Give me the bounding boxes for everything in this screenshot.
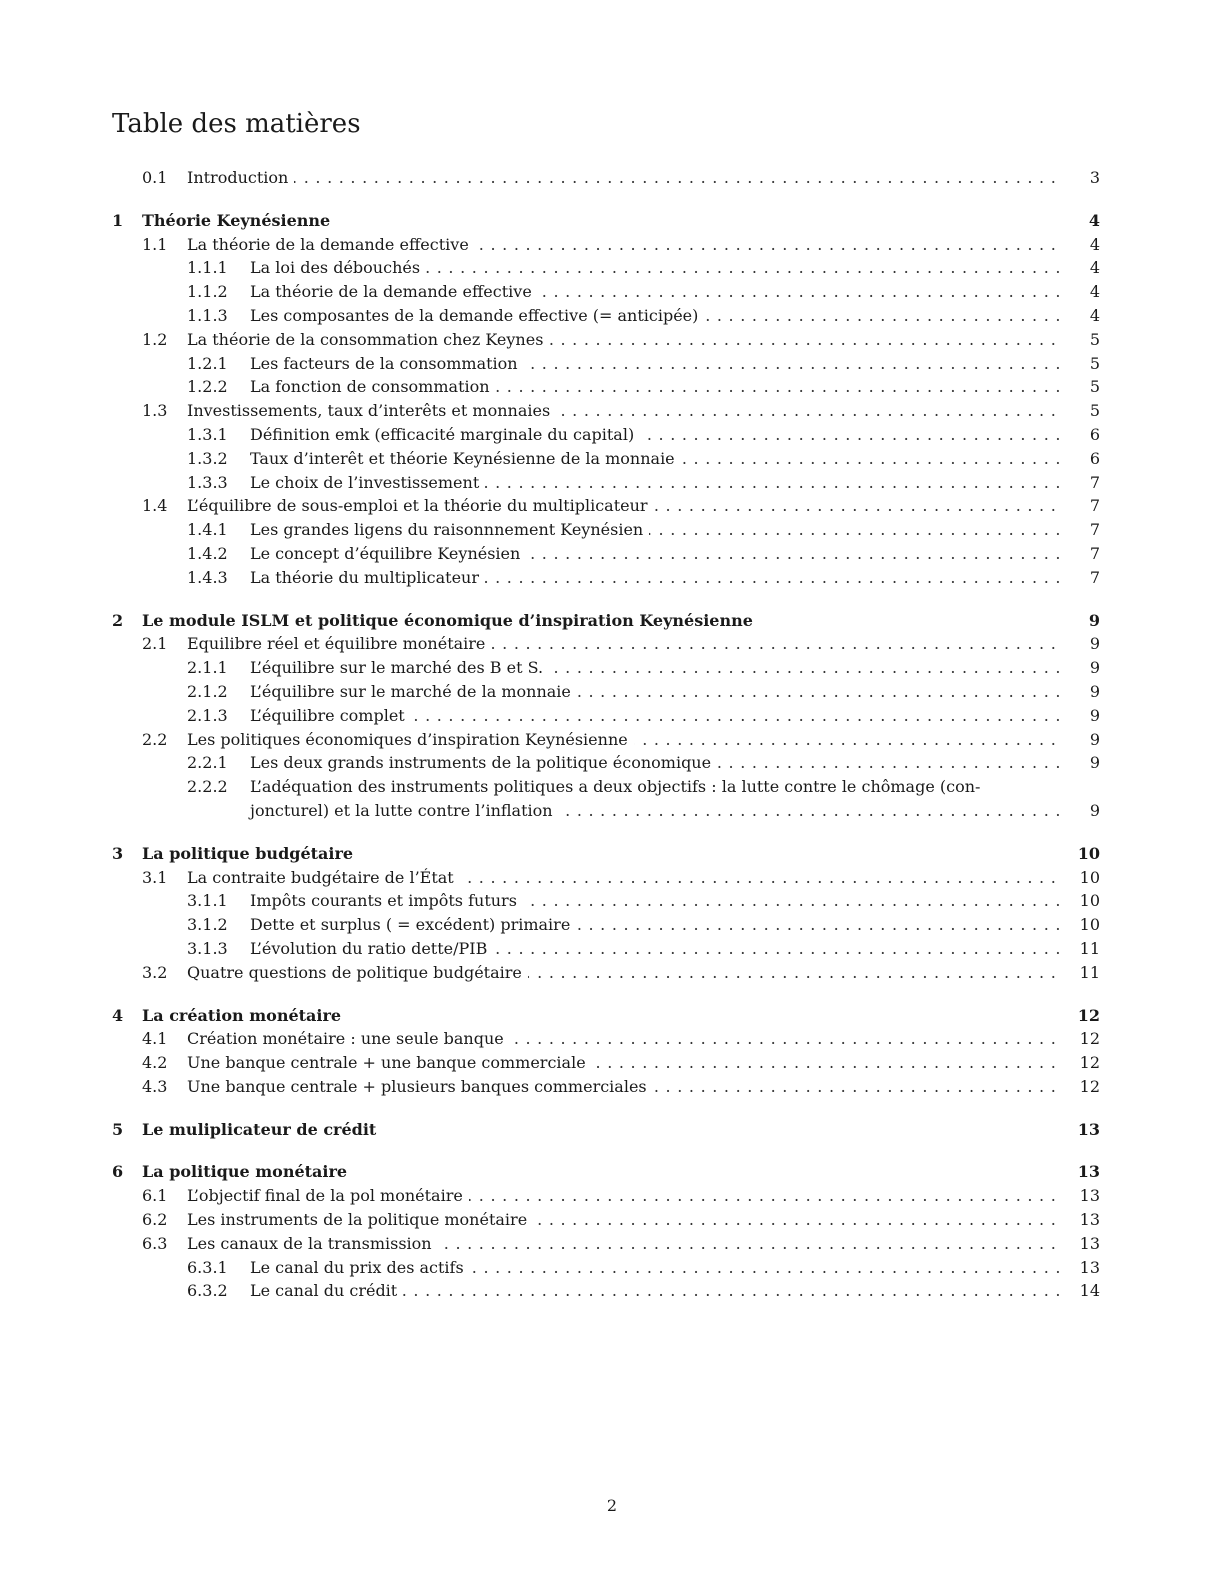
toc-section-entry[interactable]: [112, 632, 1100, 656]
toc-entry-title: Les politiques économiques d’inspiration Keynésienne: [187, 728, 634, 752]
toc-subsection-entry[interactable]: [112, 542, 1100, 566]
toc-subsection-entry[interactable]: [112, 423, 1100, 447]
toc-list: [112, 166, 1100, 1303]
toc-section-entry[interactable]: [112, 1232, 1100, 1256]
toc-entry-page: 4: [1089, 258, 1100, 278]
toc-entry-title: L’équilibre complet: [250, 704, 411, 728]
toc-entry-number: 6.3.1: [187, 1257, 228, 1277]
toc-entry-number: 2.2.1: [187, 753, 228, 773]
page-number: 2: [606, 1496, 618, 1515]
toc-subsection-entry[interactable]: [112, 937, 1100, 961]
toc-entry-page: 10: [1077, 843, 1100, 863]
toc-entry-page: 10: [1079, 915, 1100, 935]
toc-entry-number: 6.3.2: [187, 1281, 228, 1301]
toc-entry-title: Investissements, taux d’interêts et monnaies: [187, 399, 556, 423]
toc-section-entry[interactable]: [112, 494, 1100, 518]
toc-entry-title: Théorie Keynésienne: [142, 210, 331, 230]
toc-entry-page: 3: [1089, 168, 1100, 187]
toc-section-entry[interactable]: [112, 1075, 1100, 1099]
toc-entry-title: Le canal du crédit: [250, 1279, 403, 1303]
toc-entry-page: 13: [1077, 1119, 1100, 1139]
toc-entry-number: 2.2: [142, 729, 168, 749]
toc-entry-number: 2.1.3: [187, 705, 228, 725]
toc-entry-page: 9: [1089, 681, 1100, 701]
toc-entry-title-continued: joncturel) et la lutte contre l’inflation: [250, 799, 559, 823]
toc-entry-title: La fonction de consommation: [250, 375, 496, 399]
toc-entry-page: 4: [1089, 305, 1100, 325]
toc-subsection-entry[interactable]: [112, 352, 1100, 376]
toc-entry-page: 9: [1089, 753, 1100, 773]
toc-entry-title: Les grandes ligens du raisonnnement Keynésien: [250, 518, 649, 542]
toc-entry-title: Impôts courants et impôts futurs: [250, 889, 523, 913]
toc-entry-page: 14: [1079, 1281, 1100, 1301]
toc-entry-title: Création monétaire : une seule banque: [187, 1027, 510, 1051]
toc-entry-number: 1.3.2: [187, 448, 228, 468]
toc-entry-number: 2.1.1: [187, 658, 228, 678]
toc-entry-page: 9: [1089, 658, 1100, 678]
toc-subsection-entry[interactable]: [112, 566, 1100, 590]
toc-subsection-entry[interactable]: [112, 656, 1100, 680]
toc-entry-page: 7: [1089, 520, 1100, 540]
toc-entry-title: Une banque centrale + une banque commerciale: [187, 1051, 592, 1075]
toc-subsection-entry[interactable]: [112, 680, 1100, 704]
toc-entry-title: L’équilibre de sous-emploi et la théorie du multiplicateur: [187, 494, 654, 518]
toc-entry-number: 1.3.3: [187, 472, 228, 492]
toc-entry-number: 6: [112, 1162, 124, 1182]
toc-section-entry[interactable]: [112, 866, 1100, 890]
toc-entry-page: 6: [1089, 448, 1100, 468]
toc-entry-title: Définition emk (efficacité marginale du capital): [250, 423, 640, 447]
toc-entry-page: 4: [1089, 282, 1100, 302]
toc-entry-page: 4: [1089, 234, 1100, 254]
toc-entry-title: Quatre questions de politique budgétaire: [187, 961, 528, 985]
toc-entry-number: 1.2.1: [187, 353, 228, 373]
toc-entry-number: 1.4.2: [187, 543, 228, 563]
toc-entry-page: 11: [1079, 938, 1100, 958]
toc-entry-number: 2.2.2: [187, 777, 228, 797]
toc-entry-page: 13: [1079, 1186, 1100, 1206]
toc-entry-title: Dette et surplus ( = excédent) primaire: [250, 913, 576, 937]
toc-subsection-entry[interactable]: [112, 256, 1100, 280]
toc-entry-page: 10: [1079, 891, 1100, 911]
toc-entry-page: 9: [1089, 729, 1100, 749]
toc-section-entry[interactable]: [112, 399, 1100, 423]
toc-entry-title: Introduction: [187, 166, 294, 190]
toc-entry-page: 5: [1089, 377, 1100, 397]
toc-entry-page: 12: [1077, 1005, 1100, 1025]
toc-entry-number: 1.2: [142, 329, 168, 349]
toc-entry-number: 1.1.3: [187, 305, 228, 325]
toc-entry-title: Les canaux de la transmission: [187, 1232, 438, 1256]
toc-title: Table des matières: [112, 109, 361, 139]
toc-subsection-entry[interactable]: [112, 775, 1100, 799]
toc-section-entry[interactable]: [112, 961, 1100, 985]
toc-chapter-entry[interactable]: [112, 842, 1100, 866]
toc-entry-number: 1.3: [142, 401, 168, 421]
toc-entry-title: La théorie de la demande effective: [187, 233, 475, 257]
toc-entry-title: Les composantes de la demande effective (= anticipée): [250, 304, 704, 328]
toc-entry-number: 3.1.3: [187, 938, 228, 958]
toc-entry-page: 5: [1089, 353, 1100, 373]
toc-entry-title: Le choix de l’investissement: [250, 471, 485, 495]
toc-entry-page: 12: [1079, 1076, 1100, 1096]
toc-entry-page: 5: [1089, 401, 1100, 421]
toc-entry-title: La contraite budgétaire de l’État: [187, 866, 460, 890]
toc-entry-number: 6.2: [142, 1210, 168, 1230]
toc-entry-title: Les deux grands instruments de la politique économique: [250, 751, 717, 775]
toc-entry-number: 2: [112, 610, 124, 630]
toc-entry-number: 6.3: [142, 1233, 168, 1253]
toc-entry-title: L’équilibre sur le marché de la monnaie: [250, 680, 577, 704]
toc-chapter-entry[interactable]: [112, 209, 1100, 233]
toc-entry-page: 13: [1079, 1210, 1100, 1230]
toc-entry-title: La politique budgétaire: [142, 843, 354, 863]
toc-page: [112, 104, 1100, 1303]
toc-subsection-entry-continued[interactable]: [112, 799, 1100, 823]
toc-entry-number: 1.4.3: [187, 567, 228, 587]
toc-subsection-entry[interactable]: [112, 751, 1100, 775]
toc-entry-number: 1: [112, 210, 124, 230]
toc-section-entry[interactable]: [112, 1051, 1100, 1075]
toc-subsection-entry[interactable]: [112, 280, 1100, 304]
toc-subsection-entry[interactable]: [112, 1256, 1100, 1280]
toc-subsection-entry[interactable]: [112, 447, 1100, 471]
toc-entry-number: 1.4: [142, 496, 168, 516]
toc-entry-number: 1.2.2: [187, 377, 228, 397]
toc-entry-page: 7: [1089, 472, 1100, 492]
toc-entry-number: 6.1: [142, 1186, 168, 1206]
toc-entry-title: L’objectif final de la pol monétaire: [187, 1184, 469, 1208]
toc-entry-number: 4.1: [142, 1029, 168, 1049]
toc-entry-number: 4.2: [142, 1053, 168, 1073]
toc-chapter-entry[interactable]: [112, 1160, 1100, 1184]
toc-entry-title: La création monétaire: [142, 1005, 342, 1025]
toc-entry-page: 9: [1088, 610, 1100, 630]
toc-section-entry[interactable]: [112, 328, 1100, 352]
toc-entry-number: 3.1: [142, 867, 168, 887]
toc-section-entry[interactable]: [112, 1184, 1100, 1208]
toc-entry-page: 13: [1077, 1162, 1100, 1182]
toc-section-entry[interactable]: [112, 728, 1100, 752]
toc-entry-page: 10: [1079, 867, 1100, 887]
toc-subsection-entry[interactable]: [112, 304, 1100, 328]
toc-entry-title: Les facteurs de la consommation: [250, 352, 524, 376]
toc-entry-number: 2.1: [142, 634, 168, 654]
toc-entry-title: Equilibre réel et équilibre monétaire: [187, 632, 491, 656]
toc-entry-number: 3: [112, 843, 124, 863]
toc-entry-title: Les instruments de la politique monétaire: [187, 1208, 533, 1232]
toc-subsection-entry[interactable]: [112, 889, 1100, 913]
toc-chapter-entry[interactable]: [112, 1118, 1100, 1142]
toc-subsection-entry[interactable]: [112, 518, 1100, 542]
toc-dot-leader: [187, 166, 1060, 190]
toc-entry-page: 5: [1089, 329, 1100, 349]
toc-entry-title: La politique monétaire: [142, 1162, 348, 1182]
toc-entry-title: La théorie de la consommation chez Keynes: [187, 328, 549, 352]
toc-entry-page: 9: [1089, 634, 1100, 654]
toc-section-entry[interactable]: [112, 233, 1100, 257]
toc-entry-page: 9: [1089, 800, 1100, 820]
toc-subsection-entry[interactable]: [112, 1279, 1100, 1303]
toc-entry-title: La théorie de la demande effective: [250, 280, 538, 304]
toc-entry-title: Une banque centrale + plusieurs banques commerciales: [187, 1075, 653, 1099]
toc-entry-number: 1.1: [142, 234, 168, 254]
toc-entry-title: La théorie du multiplicateur: [250, 566, 485, 590]
toc-entry-page: 11: [1079, 962, 1100, 982]
toc-entry-number: 1.1.2: [187, 282, 228, 302]
toc-section-entry[interactable]: [112, 1208, 1100, 1232]
toc-entry-number: 1.4.1: [187, 520, 228, 540]
toc-entry-number: 0.1: [142, 168, 168, 187]
toc-entry-title: Taux d’interêt et théorie Keynésienne de la monnaie: [250, 447, 681, 471]
toc-entry-page: 7: [1089, 567, 1100, 587]
toc-subsection-entry[interactable]: [112, 471, 1100, 495]
toc-section-entry[interactable]: [112, 1027, 1100, 1051]
toc-chapter-entry[interactable]: [112, 609, 1100, 633]
toc-entry-page: 12: [1079, 1029, 1100, 1049]
toc-entry-page: 7: [1089, 496, 1100, 516]
toc-entry-page: 7: [1089, 543, 1100, 563]
toc-entry-number: 5: [112, 1119, 124, 1139]
toc-entry-title: Le canal du prix des actifs: [250, 1256, 470, 1280]
toc-entry-page: 4: [1088, 210, 1100, 230]
toc-entry-title: L’équilibre sur le marché des B et S.: [250, 656, 549, 680]
toc-entry-page: 12: [1079, 1053, 1100, 1073]
toc-subsection-entry[interactable]: [112, 375, 1100, 399]
toc-entry-page: 9: [1089, 705, 1100, 725]
toc-entry-title: La loi des débouchés: [250, 256, 426, 280]
toc-section-entry[interactable]: [112, 166, 1100, 190]
toc-entry-number: 2.1.2: [187, 681, 228, 701]
toc-entry-page: 13: [1079, 1233, 1100, 1253]
toc-entry-number: 3.2: [142, 962, 168, 982]
toc-entry-number: 1.1.1: [187, 258, 228, 278]
toc-entry-title: L’évolution du ratio dette/PIB: [250, 937, 493, 961]
toc-subsection-entry[interactable]: [112, 913, 1100, 937]
toc-entry-number: 4: [112, 1005, 124, 1025]
toc-entry-title: L’adéquation des instruments politiques a deux objectifs : la lutte contre le chômage (con-: [250, 775, 986, 799]
toc-entry-number: 1.3.1: [187, 424, 228, 444]
toc-entry-number: 3.1.2: [187, 915, 228, 935]
toc-entry-title: Le concept d’équilibre Keynésien: [250, 542, 526, 566]
toc-entry-number: 3.1.1: [187, 891, 228, 911]
toc-chapter-entry[interactable]: [112, 1004, 1100, 1028]
toc-entry-title: Le module ISLM et politique économique d’inspiration Keynésienne: [142, 610, 753, 630]
toc-entry-page: 13: [1079, 1257, 1100, 1277]
toc-subsection-entry[interactable]: [112, 704, 1100, 728]
toc-entry-title: Le muliplicateur de crédit: [142, 1119, 377, 1139]
toc-entry-page: 6: [1089, 424, 1100, 444]
toc-entry-number: 4.3: [142, 1076, 168, 1096]
